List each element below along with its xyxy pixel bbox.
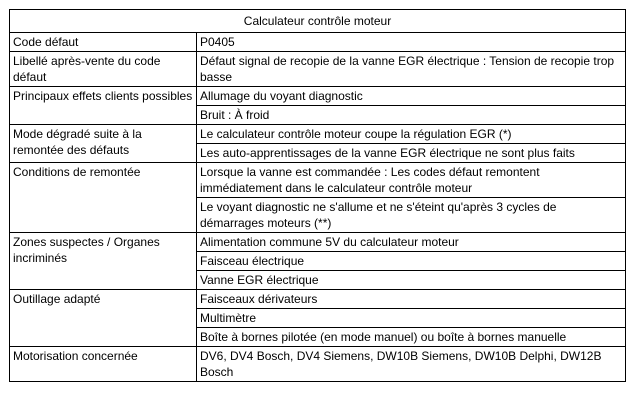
table-row: [10, 163, 626, 198]
row-value: Multimètre: [197, 309, 626, 328]
row-label: Motorisation concernée: [10, 347, 197, 382]
row-label: Libellé après-vente du code défaut: [10, 52, 197, 87]
table-row: [10, 87, 626, 106]
row-value: Faisceaux dérivateurs: [197, 290, 626, 309]
row-value: Vanne EGR électrique: [197, 271, 626, 290]
table-row: [10, 347, 626, 382]
row-value: Boîte à bornes pilotée (en mode manuel) ou boîte à bornes manuelle: [197, 328, 626, 347]
table-row: [10, 233, 626, 252]
row-value: P0405: [197, 33, 626, 52]
row-value: Faisceau électrique: [197, 252, 626, 271]
diagnostic-table: [9, 9, 626, 382]
row-value: Bruit : À froid: [197, 106, 626, 125]
row-value: Alimentation commune 5V du calculateur moteur: [197, 233, 626, 252]
table-row: [10, 33, 626, 52]
row-label: Zones suspectes / Organes incriminés: [10, 233, 197, 290]
row-label: Mode dégradé suite à la remontée des défauts: [10, 125, 197, 163]
table-row: [10, 125, 626, 144]
row-label: Outillage adapté: [10, 290, 197, 347]
row-label: Principaux effets clients possibles: [10, 87, 197, 125]
row-label: Conditions de remontée: [10, 163, 197, 233]
table-header-row: [10, 10, 626, 33]
row-value: Le calculateur contrôle moteur coupe la régulation EGR (*): [197, 125, 626, 144]
row-value: Défaut signal de recopie de la vanne EGR électrique : Tension de recopie trop basse: [197, 52, 626, 87]
row-label: Code défaut: [10, 33, 197, 52]
row-value: Le voyant diagnostic ne s'allume et ne s'éteint qu'après 3 cycles de démarrages moteurs (**): [197, 198, 626, 233]
table-title: Calculateur contrôle moteur: [10, 10, 626, 33]
row-value: DV6, DV4 Bosch, DV4 Siemens, DW10B Siemens, DW10B Delphi, DW12B Bosch: [197, 347, 626, 382]
table-row: [10, 52, 626, 87]
row-value: Les auto-apprentissages de la vanne EGR électrique ne sont plus faits: [197, 144, 626, 163]
table-row: [10, 290, 626, 309]
row-value: Lorsque la vanne est commandée : Les codes défaut remontent immédiatement dans le calculateur contrôle moteur: [197, 163, 626, 198]
row-value: Allumage du voyant diagnostic: [197, 87, 626, 106]
